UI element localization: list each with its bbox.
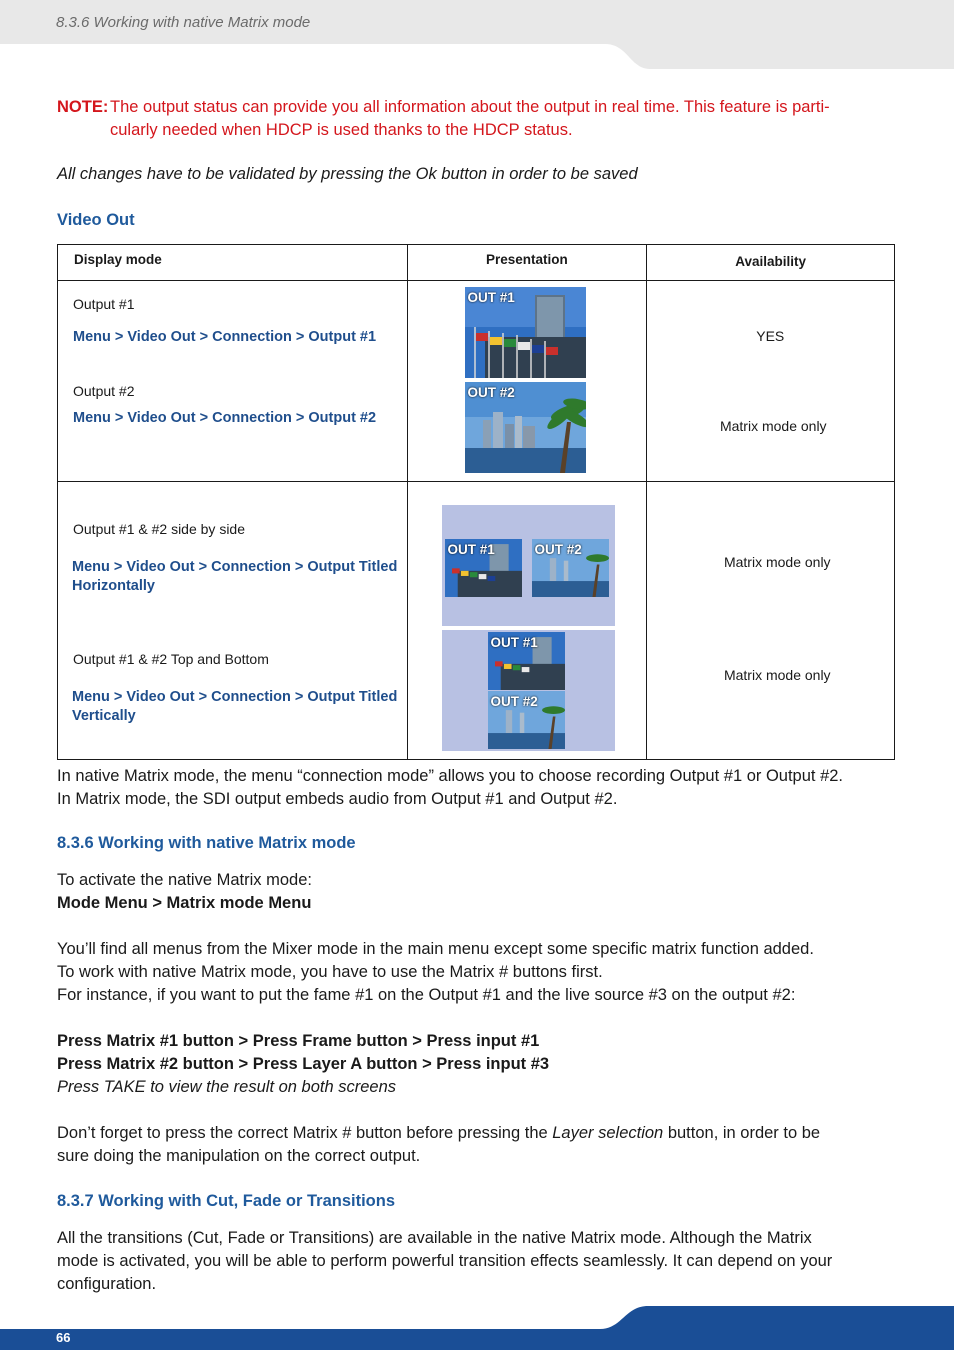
step-1: Press Matrix #1 button > Press Frame button > Press input #1: [57, 1032, 540, 1050]
availability-matrix-2: Matrix mode only: [723, 554, 831, 570]
top-out1-label: OUT #1: [490, 635, 538, 650]
top-bottom-label: Output #1 & #2 Top and Bottom: [73, 651, 269, 667]
top-thumb-city: [488, 691, 565, 749]
dont-forget-a: Don’t forget to press the correct Matrix # button before pressing the: [57, 1124, 553, 1142]
side-thumb-flags: [445, 539, 522, 597]
row2-presentation: [407, 482, 647, 760]
matrix-menu-path: Mode Menu > Matrix mode Menu: [57, 894, 312, 912]
output2-menu-path: Menu > Video Out > Connection > Output #2: [73, 410, 377, 426]
row1-display-mode: [58, 281, 408, 482]
section-837-line-2: mode is activated, you will be able to perform powerful transition effects seamlessly. It can depend on your: [57, 1252, 833, 1270]
table-header-presentation: Presentation: [407, 245, 647, 281]
row2-display-mode: [58, 482, 408, 760]
side-out1-label: OUT #1: [447, 542, 495, 557]
side-out2-label: OUT #2: [534, 542, 582, 557]
availability-matrix-3: Matrix mode only: [723, 667, 831, 683]
side-thumb-city: [532, 539, 609, 597]
table-header-availability: Availability: [647, 245, 895, 281]
dont-forget-c: button, in order to be: [663, 1124, 821, 1142]
paragraph-1: You’ll find all menus from the Mixer mode in the main menu except some specific matrix function added.: [57, 940, 814, 958]
table-header-display-mode: Display mode: [58, 245, 408, 281]
native-line-2: In Matrix mode, the SDI output embeds audio from Output #1 and Output #2.: [57, 790, 618, 808]
layer-selection-text: Layer selection: [552, 1124, 664, 1142]
table-row: [58, 281, 895, 482]
availability-matrix-1: Matrix mode only: [719, 418, 827, 434]
header-shape: [0, 0, 954, 70]
section-837-heading: 8.3.7 Working with Cut, Fade or Transitions: [57, 1192, 395, 1210]
footer-shape: [0, 1300, 954, 1350]
step-2: Press Matrix #2 button > Press Layer A button > Press input #3: [57, 1055, 550, 1073]
note-line-1: The output status can provide you all information about the output in real time. This feature is parti-: [110, 98, 830, 116]
availability-yes: YES: [756, 328, 785, 344]
top-bottom-path-2: Vertically: [72, 708, 136, 724]
paragraph-2: To work with native Matrix mode, you have to use the Matrix # buttons first.: [57, 963, 603, 981]
top-thumb-flags: [488, 632, 565, 690]
paragraph-3: For instance, if you want to put the fame #1 on the Output #1 and the live source #3 on the output #2:: [57, 986, 796, 1004]
section-837-line-1: All the transitions (Cut, Fade or Transitions) are available in the native Matrix mode. Although the Matrix: [57, 1229, 812, 1247]
section-836-body: [57, 869, 898, 1168]
page-number: 66: [56, 1330, 71, 1345]
native-matrix-paragraph: [57, 765, 898, 811]
header-bar: [0, 0, 954, 70]
section-837-body: [57, 1227, 898, 1296]
table-header-row: [58, 245, 895, 281]
side-by-side-panel: [442, 505, 615, 626]
row1-availability: [647, 281, 895, 482]
side-by-side-label: Output #1 & #2 side by side: [73, 521, 245, 537]
top-bottom-panel: [442, 630, 615, 751]
thumbnail-flags: [465, 287, 586, 378]
output1-menu-path: Menu > Video Out > Connection > Output #1: [73, 329, 377, 345]
footer-bar: [0, 1300, 954, 1350]
thumbnail-city: [465, 382, 586, 473]
native-line-1: In native Matrix mode, the menu “connection mode” allows you to choose recording Output #1 or Output #2.: [57, 767, 844, 785]
side-by-side-path-2: Horizontally: [72, 578, 155, 594]
row1-presentation: [407, 281, 647, 482]
section-836-heading: 8.3.6 Working with native Matrix mode: [57, 834, 356, 852]
output1-label: Output #1: [73, 296, 135, 312]
thumb1-label: OUT #1: [467, 290, 515, 305]
row2-availability: [647, 482, 895, 760]
video-out-heading: Video Out: [57, 211, 135, 229]
side-by-side-path-1: Menu > Video Out > Connection > Output Titled: [72, 559, 398, 575]
video-out-table: [57, 244, 895, 760]
table-row: [58, 482, 895, 760]
note-label: NOTE:: [57, 98, 109, 116]
top-bottom-path-1: Menu > Video Out > Connection > Output Titled: [72, 689, 398, 705]
thumb2-label: OUT #2: [467, 385, 515, 400]
note-line-2: cularly needed when HDCP is used thanks to the HDCP status.: [110, 121, 573, 139]
dont-forget-line-2: sure doing the manipulation on the correct output.: [57, 1147, 421, 1165]
activate-text: To activate the native Matrix mode:: [57, 871, 312, 889]
dont-forget-line-1: [57, 1122, 898, 1145]
top-out2-label: OUT #2: [490, 694, 538, 709]
section-837-line-3: configuration.: [57, 1275, 157, 1293]
note-block: [57, 96, 898, 142]
header-title: 8.3.6 Working with native Matrix mode: [56, 14, 311, 31]
validate-text: All changes have to be validated by pressing the Ok button in order to be saved: [57, 165, 638, 183]
step-3: Press TAKE to view the result on both screens: [57, 1078, 397, 1096]
output2-label: Output #2: [73, 383, 135, 399]
